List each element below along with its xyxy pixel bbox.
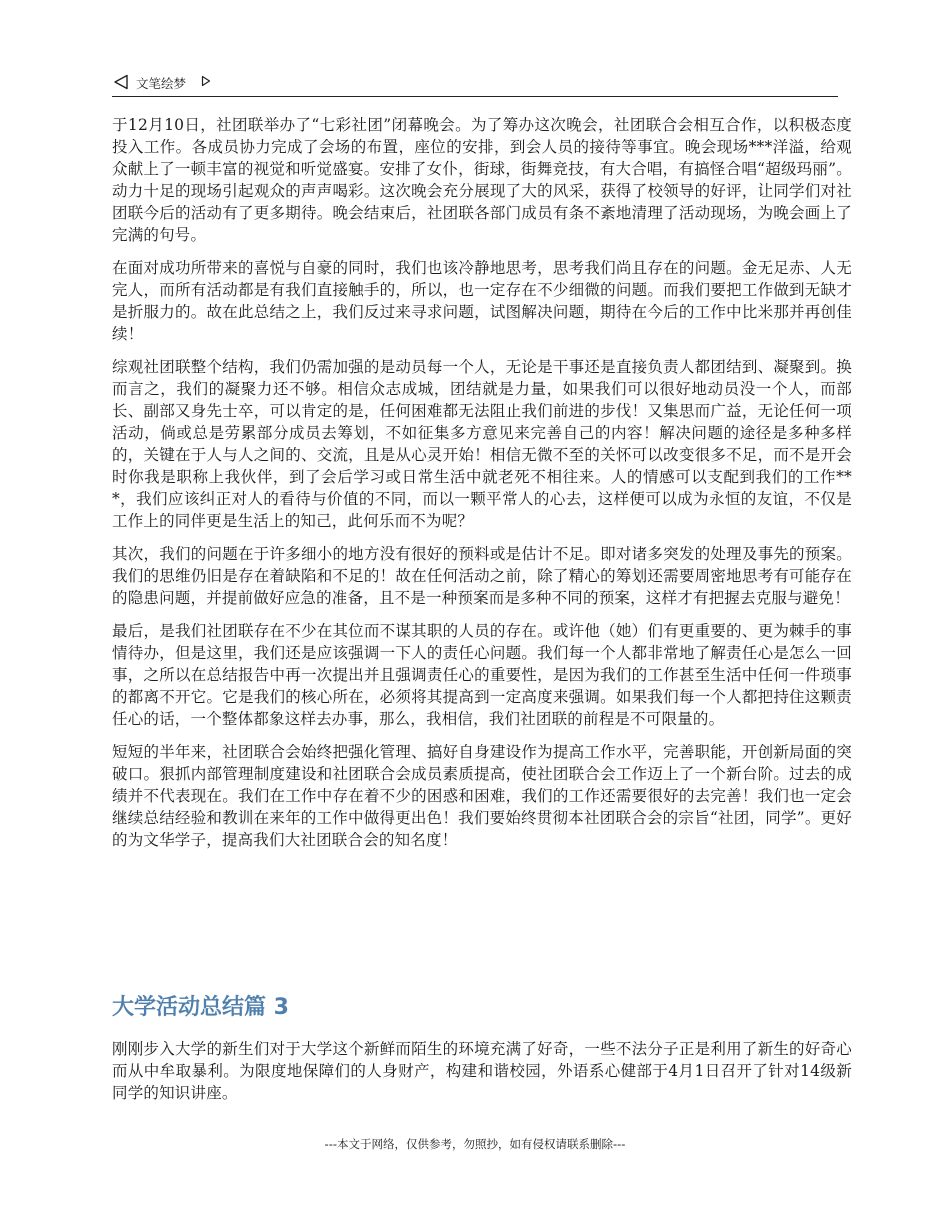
paragraph: 在面对成功所带来的喜悦与自豪的同时，我们也该冷静地思考，思考我们尚且存在的问题。金无足赤、人无完人，而所有活动都是有我们直接触手的，所以，也一定存在不少细微的问题。而我们要把工作做到无缺才是折服力的。故在此总结之上，我们反过来寻求问题，试图解决问题，期待在今后的工作中比米那并再创佳续！ xyxy=(112,259,852,343)
paragraph: 最后，是我们社团联存在不少在其位而不谋其职的人员的存在。或许他（她）们有更重要的、更为棘手的事情待办，但是这里，我们还是应该强调一下人的责任心问题。我们每一个人都非常地了解责任心是怎么一回事，之所以在总结报告中再一次提出并且强调责任心的重要性，是因为我们的工作甚至生活中任何一件琐事的都离不开它。它是我们的核心所在，必须将其提高到一定高度来强调。如果我们每一个人都把持住这颗责任心的话，一个整体都象这样去办事，那么，我相信，我们社团联的前程是不可限量的。 xyxy=(112,622,852,728)
page-footer: ---本文于网络，仅供参考，勿照抄，如有侵权请联系删除--- xyxy=(324,1137,626,1151)
paragraph: 刚刚步入大学的新生们对于大学这个新鲜而陌生的环境充满了好奇，一些不法分子正是利用了新生的好奇心而从中牟取暴利。为限度地保障们的人身财产，构建和谐校园，外语系心健部于4月1日召开了针对14级新同学的知识讲座。 xyxy=(112,1040,852,1102)
triangle-left-outline-icon xyxy=(113,74,129,90)
brand-name: 文笔绘梦 xyxy=(136,76,187,91)
paragraph: 短短的半年来，社团联合会始终把强化管理、搞好自身建设作为提高工作水平，完善职能，开创新局面的突破口。狠抓内部管理制度建设和社团联合会成员素质提高，使社团联合会工作迈上了一个新台阶。过去的成绩并不代表现在。我们在工作中存在着不少的困惑和困难，我们的工作还需要很好的去完善！我们也一定会继续总结经验和教训在来年的工作中做得更出色！我们要始终贯彻本社团联合会的宗旨“社团，同学”。更好的为文华学子，提高我们大社团联合会的知名度！ xyxy=(112,743,852,849)
section-heading: 大学活动总结篇 3 xyxy=(112,995,289,1020)
paragraph: 于12月10日，社团联举办了“七彩社团”闭幕晚会。为了筹办这次晚会，社团联合会相互合作，以积极态度投入工作。各成员协力完成了会场的布置，座位的安排，到会人员的接待等事宜。晚会现场***洋溢，给观众献上了一顿丰富的视觉和听觉盛宴。安排了女仆，街球，街舞竞技，有大合唱，有搞怪合唱“超级玛丽”。动力十足的现场引起观众的声声喝彩。这次晚会充分展现了大的风采，获得了校领导的好评，让同学们对社团联今后的活动有了更多期待。晚会结束后，社团联各部门成员有条不紊地清理了活动现场，为晚会画上了完满的句号。 xyxy=(112,116,852,244)
article-body xyxy=(112,114,852,862)
section-body xyxy=(112,1038,852,1115)
page-header xyxy=(112,72,838,97)
paragraph: 综观社团联整个结构，我们仍需加强的是动员每一个人，无论是干事还是直接负责人都团结到、凝聚到。换而言之，我们的凝聚力还不够。相信众志成城，团结就是力量，如果我们可以很好地动员没一个人，而部长、副部又身先士卒，可以肯定的是，任何困难都无法阻止我们前进的步伐！又集思而广益，无论任何一项活动，倘或总是劳累部分成员去筹划，不如征集多方意见来完善自己的内容！解决问题的途径是多种多样的，关键在于人与人之间的、交流，且是从心灵开始！相信无微不至的关怀可以改变很多不足，而不是开会时你我是职称上我伙伴，到了会后学习或日常生活中就老死不相往来。人的情感可以支配到我们的工作***，我们应该纠正对人的看待与价值的不同，而以一颗平常人的心去，这样便可以成为永恒的友谊，不仅是工作上的同伴更是生活上的知己，此何乐而不为呢？ xyxy=(112,358,852,530)
paragraph: 其次，我们的问题在于许多细小的地方没有很好的预料或是估计不足。即对诸多突发的处理及事先的预案。我们的思维仍旧是存在着缺陷和不足的！故在任何活动之前，除了精心的筹划还需要周密地思考有可能存在的隐患问题，并提前做好应急的准备，且不是一种预案而是多种不同的预案，这样才有把握去克服与避免！ xyxy=(112,545,852,607)
triangle-right-outline-icon xyxy=(201,75,211,87)
